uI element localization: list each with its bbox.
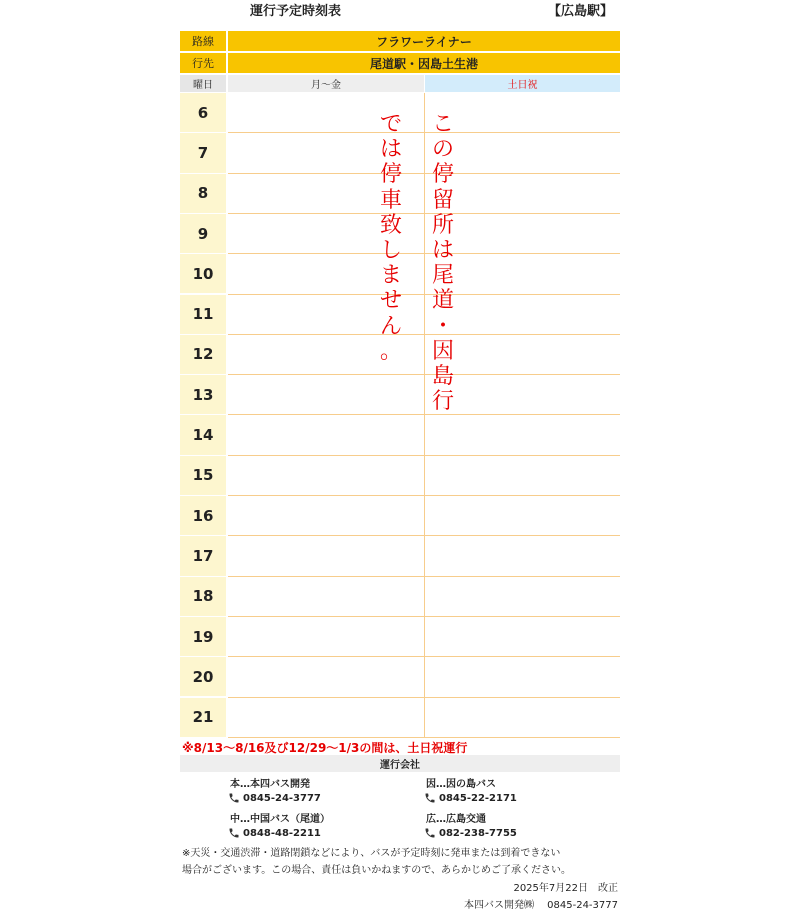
hour-cell: 11 (180, 295, 226, 335)
row-divider (228, 576, 620, 577)
weekday-column-header: 月～金 (228, 75, 424, 92)
row-divider (228, 294, 620, 295)
phone-icon (228, 792, 240, 804)
operator-phone: 0848-48-2211 (228, 827, 321, 839)
notice-text-left: で は 停 車 致 し ま せ ん 。 (379, 112, 402, 364)
hour-cell: 13 (180, 375, 226, 415)
hour-cell: 10 (180, 254, 226, 294)
row-divider (228, 455, 620, 456)
column-divider (424, 93, 425, 738)
row-divider (228, 495, 620, 496)
operator-phone: 082-238-7755 (424, 827, 517, 839)
operator-phone: 0845-22-2171 (424, 792, 517, 804)
revision-date: 2025年7月22日 改正 (513, 883, 618, 894)
hour-cell: 21 (180, 698, 226, 738)
operator-name: 本…本四バス開発 (230, 779, 310, 790)
row-divider (228, 737, 620, 738)
destination-label: 行先 (180, 53, 226, 73)
operator-name: 広…広島交通 (426, 814, 486, 825)
hour-cell: 9 (180, 214, 226, 254)
hour-cell: 12 (180, 335, 226, 375)
hour-cell: 6 (180, 93, 226, 133)
route-value: フラワーライナー (228, 31, 620, 51)
contact-info: 本四バス開発㈱ 0845-24-3777 (463, 900, 618, 911)
day-of-week-label: 曜日 (180, 75, 226, 92)
hour-cell: 15 (180, 456, 226, 496)
row-divider (228, 616, 620, 617)
hour-cell: 14 (180, 415, 226, 455)
hour-cell: 18 (180, 577, 226, 617)
hour-cell: 8 (180, 174, 226, 214)
operator-name: 中…中国バス（尾道） (230, 814, 330, 825)
operator-name: 因…因の島バス (426, 779, 496, 790)
hour-cell: 16 (180, 496, 226, 536)
row-divider (228, 213, 620, 214)
phone-icon (424, 827, 436, 839)
disclaimer-line: ※天災・交通渋滞・道路閉鎖などにより、バスが予定時刻に発車または到着できない (182, 848, 561, 859)
hour-cell: 7 (180, 133, 226, 173)
row-divider (228, 697, 620, 698)
disclaimer-line: 場合がございます。この場合、責任は負いかねますので、あらかじめご了承ください。 (182, 865, 571, 876)
holiday-column-header: 土日祝 (425, 75, 620, 92)
row-divider (228, 253, 620, 254)
row-divider (228, 334, 620, 335)
notice-text-right: こ の 停 留 所 は 尾 道 ・ 因 島 行 (431, 112, 454, 415)
operator-phone: 0845-24-3777 (228, 792, 321, 804)
special-schedule-note: ※8/13～8/16及び12/29～1/3の間は、土日祝運行 (182, 741, 468, 755)
row-divider (228, 414, 620, 415)
row-divider (228, 374, 620, 375)
hour-cell: 19 (180, 617, 226, 657)
station-name: 【広島駅】 (548, 4, 614, 19)
row-divider (228, 656, 620, 657)
row-divider (228, 535, 620, 536)
row-divider (228, 173, 620, 174)
destination-value: 尾道駅・因島土生港 (228, 53, 620, 73)
hour-cell: 20 (180, 657, 226, 697)
phone-icon (228, 827, 240, 839)
phone-icon (424, 792, 436, 804)
route-label: 路線 (180, 31, 226, 51)
page-title: 運行予定時刻表 (250, 4, 342, 19)
row-divider (228, 132, 620, 133)
operators-title: 運行会社 (180, 755, 620, 772)
hour-cell: 17 (180, 536, 226, 576)
